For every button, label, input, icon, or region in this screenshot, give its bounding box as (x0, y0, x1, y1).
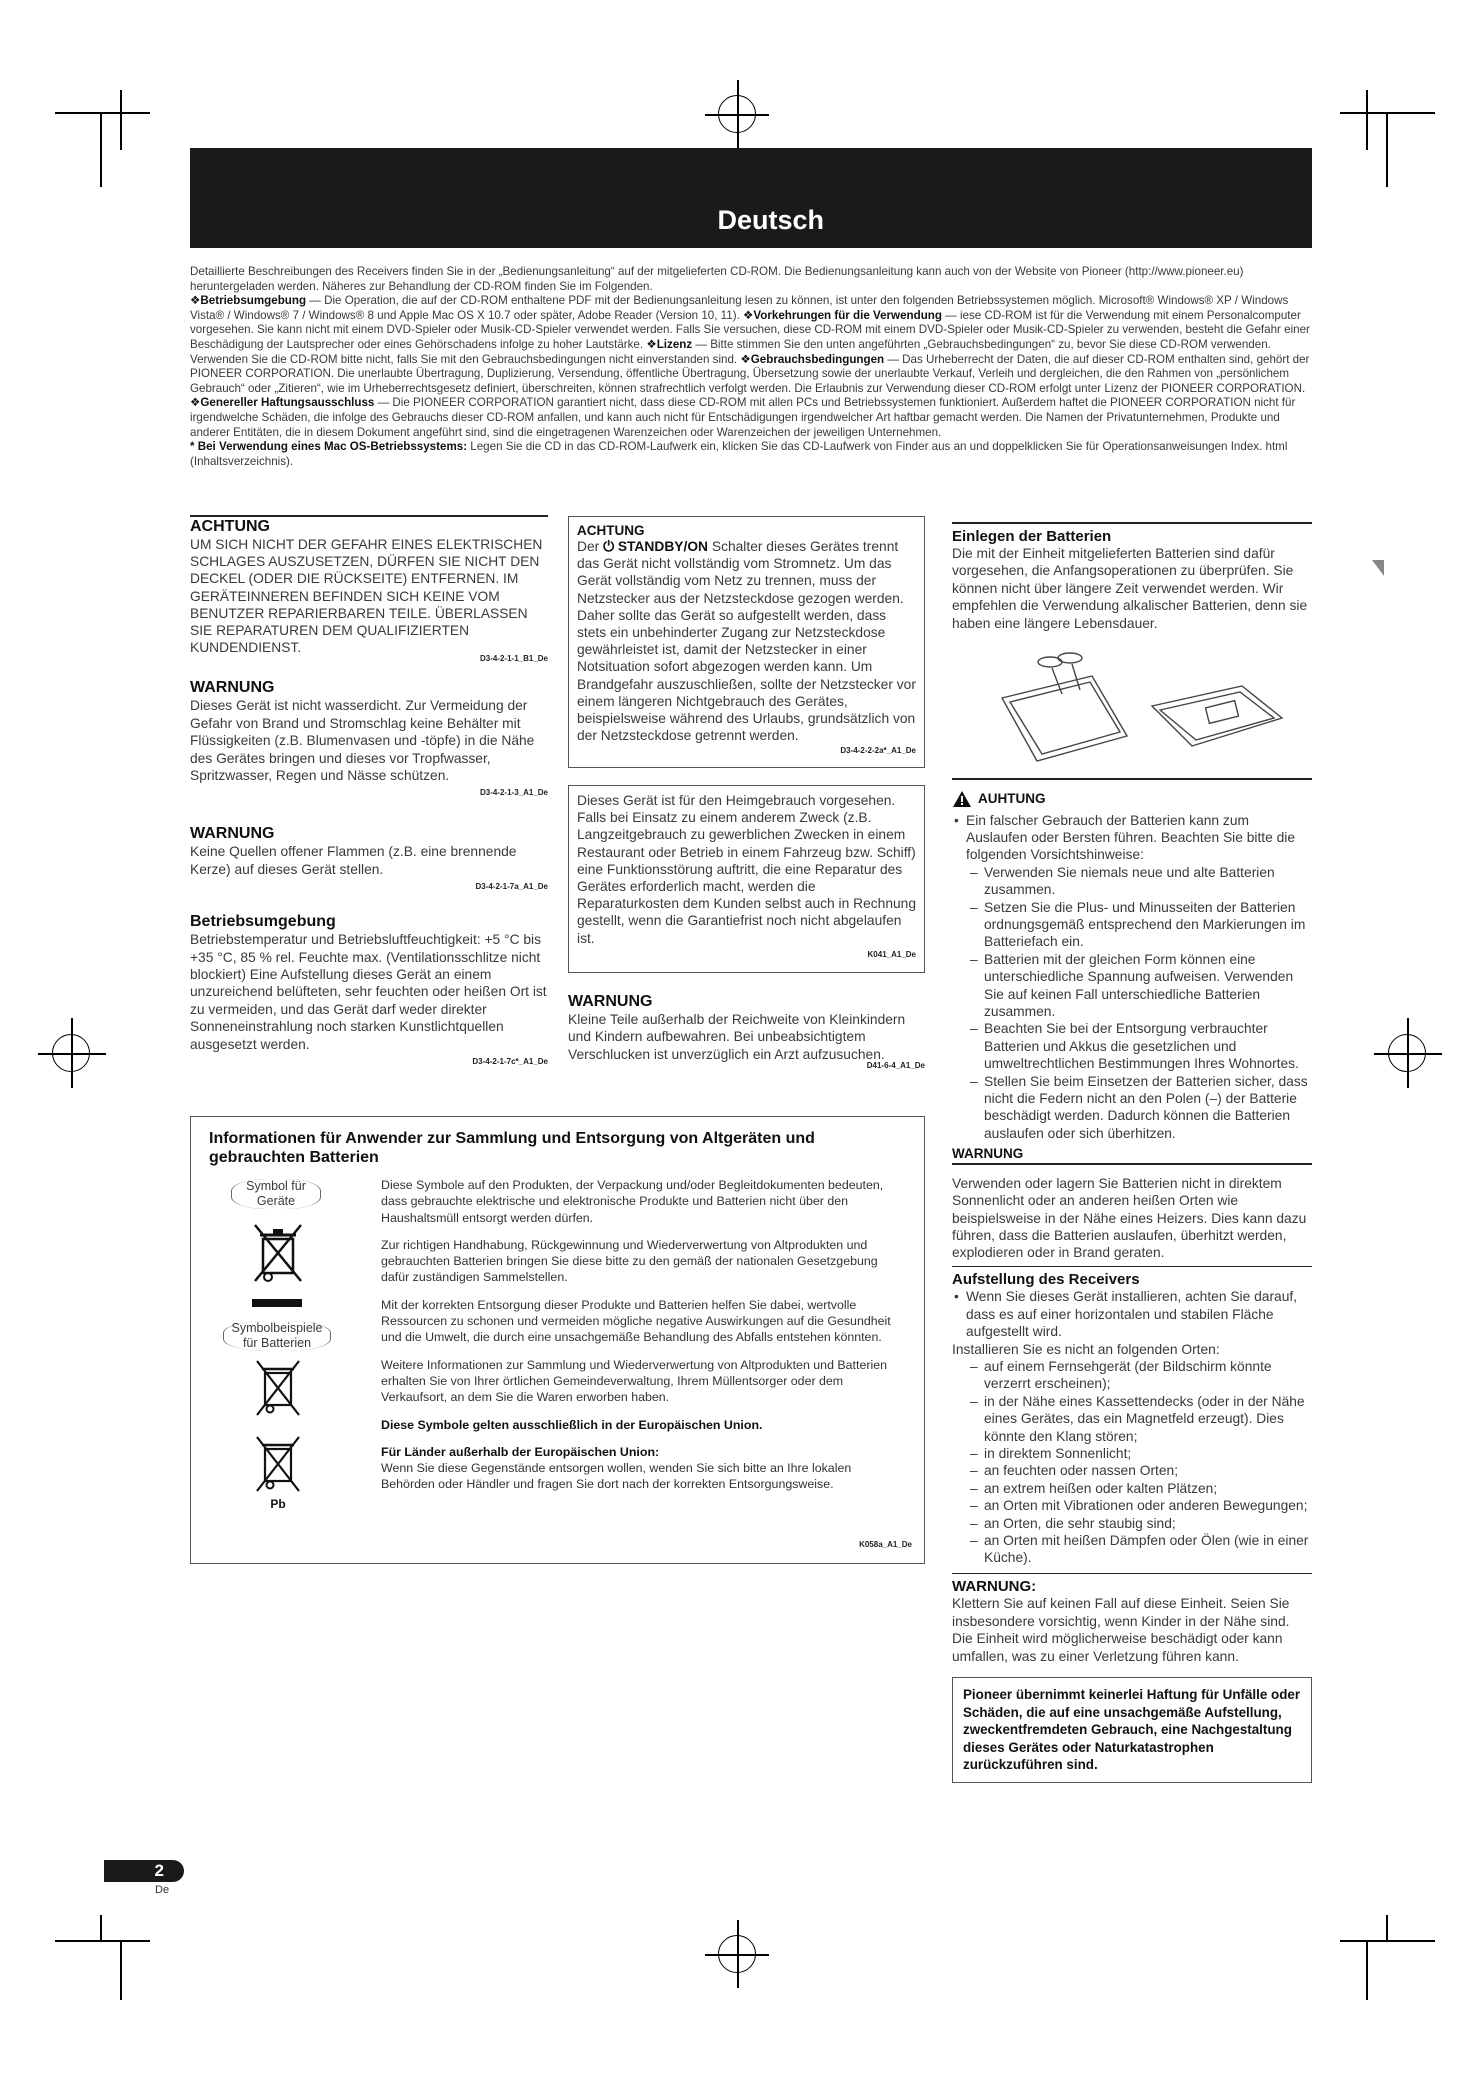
auhtung-list (952, 812, 1312, 864)
warnung-1-text: Dieses Gerät ist nicht wasserdicht. Zur Vermeidung der Gefahr von Brand und Stromschlag keine Behälter mit Flüssigkeiten (z.B. Blumenvasen und -töpfe) in die Nähe des Gerätes bringen und dieses vor Tropfwasser, Spritzwasser, Regen und Nässe schützen. (190, 698, 535, 784)
crop-mark (100, 112, 102, 187)
achtung-standby-heading: ACHTUNG (577, 523, 645, 538)
crop-mark (120, 90, 122, 150)
pb-label: Pb (270, 1497, 286, 1511)
title-bar (190, 148, 1312, 248)
warning-triangle-icon (952, 790, 972, 808)
list-item: • Ein falscher Gebrauch der Batterien kann zum Auslaufen oder Bersten führen. Beachten Sie bitte die folgenden Vorsichtshinweise: (952, 812, 1312, 864)
intro-mac: * Bei Verwendung eines Mac OS-Betriebssystems: Legen Sie die CD in das CD-ROM-Laufwerk ein, klicken Sie das CD-Laufwerk von Finder aus an und doppelklicken Sie für Operationsanweisungen Index. html (Inhaltsverzeichnis). (190, 440, 1288, 468)
disposal-box (190, 1116, 925, 1564)
betriebsumgebung-text: Betriebstemperatur und Betriebsluftfeuchtigkeit: +5 °C bis +35 °C, 85 % rel. Feuchte max. (Ventilationsschlitze nicht blockiert) Eine Aufstellung dieses Gerät an einem unzureichend belüfteten, sehr feuchten oder heißen Ort ist zu vermeiden, und das Gerät darf weder direkter Sonneneinstrahlung noch starken Kunstlichtquellen ausgesetzt werden. (190, 932, 547, 1052)
crop-mark (705, 1954, 769, 1956)
column-3 (952, 522, 1312, 1783)
list-item: – an extrem heißen oder kalten Plätzen; (966, 1480, 1312, 1497)
intro-p2: ❖Betriebsumgebung — Die Operation, die auf der CD-ROM enthaltene PDF mit der Bedienungsanleitung lesen zu können, ist unter den folgenden Betriebssystemen möglich. Microsoft® Windows® XP / Windows Vista® / Windows® 7 / Windows® 8 und Apple Mac OS X 10.7 oder später, Adobe Reader (Version 10, 11). ❖Vorkehrungen für die Verwendung — iese CD-ROM ist für die Verwendung mit einem Personalcomputer vorgesehen. Sie kann nicht mit einem DVD-Spieler oder Musik-CD-Spieler verwendet werden. Falls Sie versuchen, diese CD-ROM mit einem DVD-Spieler oder Musik-CD-Spieler zu verwenden, besteht die Gefahr einer Beschädigung der Lautsprecher oder eines Gehörschadens infolge zu hoher Lautstärke. ❖Lizenz — Bitte stimmen Sie den unten angeführten „Gebrauchsbedingungen“ zu, bevor Sie diese CD-ROM verwenden. Verwenden Sie die CD-ROM bitte nicht, falls Sie mit den Gebrauchsbedingungen nicht einverstanden sind. ❖Gebrauchsbedingungen — Das Urheberrecht der Daten, die auf dieser CD-ROM enthalten sind, gehört der PIONEER CORPORATION. Die unerlaubte Übertragung, Duplizierung, Versendung, öffentliche Übertragung, Übersetzung sowie der unerlaubte Verkauf, Verleih und dergleichen, die den Rahmen von „persönlichem Gebrauch“ oder „Zitieren“, wie im Urheberrechtsgesetz definiert, überschreiten, können strafrechtlich verfolgt werden. Die Erlaubnis zur Verwendung dieser CD-ROM erfolgt unter Lizenz der PIONEER CORPORATION. ❖Genereller Haftungsausschluss — Die PIONEER CORPORATION garantiert nicht, dass diese CD-ROM mit allen PCs und Betriebssystemen funktioniert. Außerdem haftet die PIONEER CORPORATION nicht für irgendwelche Schäden, die infolge des Gebrauchs dieser CD-ROM anfallen, und kann auch nicht für Entschädigungen irgendwelcher Art haftbar gemacht werden. Die Namen der Privatunternehmen, Produkte und anderer Entitäten, die in diesem Dokument angeführt sind, sind die eingetragenen Warenzeichen oder Warenzeichen der jeweiligen Unternehmen. (190, 294, 1310, 439)
list-item: – an Orten mit Vibrationen oder anderen Bewegungen; (966, 1497, 1312, 1514)
crop-mark (55, 1940, 150, 1942)
page-number-pill (104, 1860, 184, 1882)
betriebsumgebung-heading: Betriebsumgebung (190, 913, 336, 931)
list-item: – Verwenden Sie niemals neue und alte Batterien zusammen. (966, 864, 1312, 899)
crossed-bin-pb-icon (251, 1435, 305, 1499)
list-item: – in direktem Sonnenlicht; (966, 1445, 1312, 1462)
warnung-2-code: D3-4-2-1-7a_A1_De (475, 882, 548, 892)
warnung-kleinteile-text: Kleine Teile außerhalb der Reichweite von Kleinkindern und Kindern aufbewahren. Bei unbeabsichtigtem Verschlucken ist unverzüglich ein Arzt aufzusuchen. (568, 1012, 906, 1062)
column-1 (190, 515, 548, 1066)
margin-arrow (1372, 560, 1384, 576)
crossed-bin-battery-icon (251, 1359, 305, 1423)
warnung-1-heading: WARNUNG (190, 679, 275, 697)
achtung-standby-text: Der ⏻ STANDBY/ON Schalter dieses Gerätes trennt das Gerät nicht vollständig vom Stromnetz. Um das Gerät vollständig vom Netz zu trennen, muss der Netzstecker aus der Netzsteckdose gezogen werden. Daher sollte das Gerät so aufgestellt werden, dass stets ein unbehinderter Zugang zur Netzsteckdose gewährleistet ist, damit der Netzstecker in einer Notsituation sofort abgezogen werden kann. Um Brandgefahr auszuschließen, sollte der Netzstecker vor einem längeren Nichtgebrauch des Gerätes, beispielsweise während des Urlaubs, grundsätzlich von der Netzsteckdose getrennt werden. (577, 539, 916, 744)
aufstellung-list (952, 1288, 1312, 1340)
achtung-standby-box (568, 516, 925, 768)
crop-mark (1386, 1915, 1388, 1940)
symbol-device-label: Symbol für Geräte (231, 1179, 321, 1209)
auhtung-subitems (966, 864, 1312, 1143)
crop-mark (1340, 1940, 1435, 1942)
list-item: • Wenn Sie dieses Gerät installieren, achten Sie darauf, dass es auf einer horizontalen und stabilen Fläche aufgestellt wird. (952, 1288, 1312, 1340)
crop-mark (100, 1915, 102, 1940)
page-lang: De (155, 1884, 170, 1896)
crop-mark (38, 1053, 106, 1055)
warnung-kleinteile-code: D41-6-4_A1_De (866, 1061, 925, 1071)
page-number: 2 (154, 1861, 164, 1880)
list-item: – an feuchten oder nassen Orten; (966, 1462, 1312, 1479)
heimgebrauch-box (568, 785, 925, 973)
achtung-heading: ACHTUNG (190, 518, 270, 535)
list-item: – an Orten mit heißen Dämpfen oder Ölen (wie in einer Küche). (966, 1532, 1312, 1567)
warnung-1-code: D3-4-2-1-3_A1_De (479, 788, 548, 798)
crop-mark (1366, 1940, 1368, 2000)
crossed-bin-device-icon (251, 1219, 305, 1299)
batterien-text: Die mit der Einheit mitgelieferten Batterien sind dafür vorgesehen, die Anfangsoperationen zu überprüfen. Sie können nicht über längere Zeit verwendet werden. Wir empfehlen die Verwendung alkalischer Batterien, denn sie haben eine längere Lebensdauer. (952, 546, 1308, 631)
crop-mark (55, 112, 150, 114)
black-bar-icon (252, 1299, 302, 1307)
intro-p1: Detaillierte Beschreibungen des Receivers finden Sie in der „Bedienungsanleitung“ auf der mitgelieferten CD-ROM. Die Bedienungsanleitung kann auch von der Website von Pioneer (http://www.pioneer.eu) heruntergeladen werden. Näheres zur Behandlung der CD-ROM finden Sie im Folgenden. (190, 265, 1244, 293)
warnung-2-text: Keine Quellen offener Flammen (z.B. eine brennende Kerze) auf dieses Gerät stellen. (190, 844, 517, 877)
crop-mark (1374, 1053, 1442, 1055)
heimgebrauch-code: K041_A1_De (867, 949, 916, 959)
disposal-text: Diese Symbole auf den Produkten, der Verpackung und/oder Begleitdokumenten bedeuten, dass gebrauchte elektrische und elektronische Produkte und Batterien nicht über den Haushaltsmüll entsorgt werden dürfen. Zur richtigen Handhabung, Rückgewinnung und Wiederverwertung von Altprodukten und gebrauchten Batterien bringen Sie diese bitte zu den gemäß der nationalen Gesetzgebung dafür zuständigen Sammelstellen. Mit der korrekten Entsorgung dieser Produkte und Batterien helfen Sie dabei, wertvolle Ressourcen zu schonen und vermeiden mögliche negative Auswirkungen auf die Gesundheit und die Umwelt, die durch eine unsachgemäße Behandlung des Abfalls entstehen könnten. Weitere Informationen zur Sammlung und Wiederverwertung von Altprodukten und Batterien erhalten Sie von Ihrer örtlichen Gemeindeverwaltung, Ihrem Müllentsorger oder dem Verkaufsort, an dem Sie die Waren erworben haben. Diese Symbole gelten ausschließlich in der Europäischen Union. Für Länder außerhalb der Europäischen Union: Wenn Sie diese Gegenstände entsorgen wollen, wenden Sie sich bitte an Ihre lokalen Behörden oder Händler und fragen Sie dort nach der korrekten Entsorgungsweise. (381, 1178, 891, 1492)
power-icon: ⏻ (603, 539, 618, 554)
list-item: – Beachten Sie bei der Entsorgung verbrauchter Batterien und Akkus die gesetzlichen und umweltrechtlichen Bestimmungen Ihres Wohnortes. (966, 1020, 1312, 1072)
aufstellung-heading: Aufstellung des Receivers (952, 1271, 1140, 1289)
achtung-standby-code: D3-4-2-2-2a*_A1_De (840, 746, 916, 756)
disposal-code: K058a_A1_De (859, 1540, 912, 1549)
warnung-kleinteile-heading: WARNUNG (568, 993, 653, 1010)
batterien-warnung-text: Verwenden oder lagern Sie Batterien nicht in direktem Sonnenlicht oder an anderen heißen Orten wie beispielsweise in der Nähe eines Heizers. Dies kann dazu führen, dass die Batterien auslaufen, überhitzt werden, explodieren oder in Brand geraten. (952, 1175, 1307, 1261)
batterien-warnung-heading: WARNUNG (952, 1146, 1024, 1162)
crop-mark (1366, 90, 1368, 150)
list-item: – Batterien mit der gleichen Form können eine unterschiedliche Spannung aufweisen. Verwenden Sie auf keinen Fall unterschiedliche Batterien zusammen. (966, 951, 1312, 1021)
warnung-kleinteile (568, 993, 925, 1070)
auhtung-heading: AUHTUNG (952, 790, 1312, 808)
batterien-heading: Einlegen der Batterien (952, 528, 1112, 545)
achtung-text: UM SICH NICHT DER GEFAHR EINES ELEKTRISCHEN SCHLAGES AUSZUSETZEN, DÜRFEN SIE NICHT DEN DECKEL (ODER DIE RÜCKSEITE) ENTFERNEN. IM GERÄTEINNEREN BEFINDEN SICH KEINE VOM BENUTZER REPARIERBAREN TEILE. ÜBERLASSEN SIE REPARATUREN DEM QUALIFIZIERTEN KUNDENDIENST. (190, 537, 543, 656)
list-item: – an Orten, die sehr staubig sind; (966, 1515, 1312, 1532)
achtung-code: D3-4-2-1-1_B1_De (479, 654, 548, 664)
list-item: – in der Nähe eines Kassettendecks (oder in der Nähe eines Gerätes, das ein Magnetfeld erzeugt). Dies könnte den Klang stören; (966, 1393, 1312, 1445)
page-title: Deutsch (717, 205, 824, 235)
aufstellung-subitems (966, 1358, 1312, 1567)
crop-mark (1340, 112, 1435, 114)
crop-mark (120, 1940, 122, 2000)
list-item: – Setzen Sie die Plus- und Minusseiten der Batterien ordnungsgemäß entsprechend den Markierungen im Batteriefach ein. (966, 899, 1312, 951)
crop-mark (705, 114, 769, 116)
disposal-heading: Informationen für Anwender zur Sammlung und Entsorgung von Altgeräten und gebrauchten Batterien (209, 1130, 815, 1166)
intro-text (190, 265, 1310, 469)
betriebsumgebung-code: D3-4-2-1-7c*_A1_De (472, 1057, 548, 1067)
warnung-klettern-text: Klettern Sie auf keinen Fall auf diese Einheit. Seien Sie insbesondere vorsichtig, wenn Kinder in der Nähe sind. Die Einheit wird möglicherweise beschädigt oder kann umfallen, was zu einer Verletzung führen kann. (952, 1596, 1290, 1664)
pioneer-disclaimer-box (952, 1677, 1312, 1783)
symbol-battery-label: Symbolbeispiele für Batterien (223, 1321, 331, 1351)
remote-battery-illustration (992, 646, 1322, 766)
crop-mark (1386, 112, 1388, 187)
list-item: – Stellen Sie beim Einsetzen der Batterien sicher, dass nicht die Federn nicht an den Polen (–) der Batterie beschädigt werden. Dadurch können die Batterien auslaufen oder sich überhitzen. (966, 1073, 1312, 1143)
warnung-2-heading: WARNUNG (190, 825, 275, 843)
list-item: – auf einem Fernsehgerät (der Bildschirm könnte verzerrt erscheinen); (966, 1358, 1312, 1393)
warnung-klettern-heading: WARNUNG: (952, 1578, 1037, 1596)
pioneer-disclaimer-text: Pioneer übernimmt keinerlei Haftung für Unfälle oder Schäden, die auf eine unsachgemäße Aufstellung, zweckentfremdeten Gebrauch, eine Nachgestaltung dieses Gerätes oder Naturkatastrophen zurückzuführen sind. (963, 1686, 1301, 1773)
heimgebrauch-text: Dieses Gerät ist für den Heimgebrauch vorgesehen. Falls bei Einsatz zu einem anderem Zweck (z.B. Langzeitgebrauch zu gewerblichen Zwecken in einem Restaurant oder Betrieb in einem Fahrzeug bzw. Schiff) eine Funktionsstörung auftritt, die eine Reparatur des Gerätes erforderlich macht, werden die Reparaturkosten dem Kunden selbst auch in Rechnung gestellt, wenn die Garantiefrist noch nicht abgelaufen ist. (577, 793, 917, 946)
aufstellung-lead: Installieren Sie es nicht an folgenden Orten: (952, 1341, 1220, 1357)
